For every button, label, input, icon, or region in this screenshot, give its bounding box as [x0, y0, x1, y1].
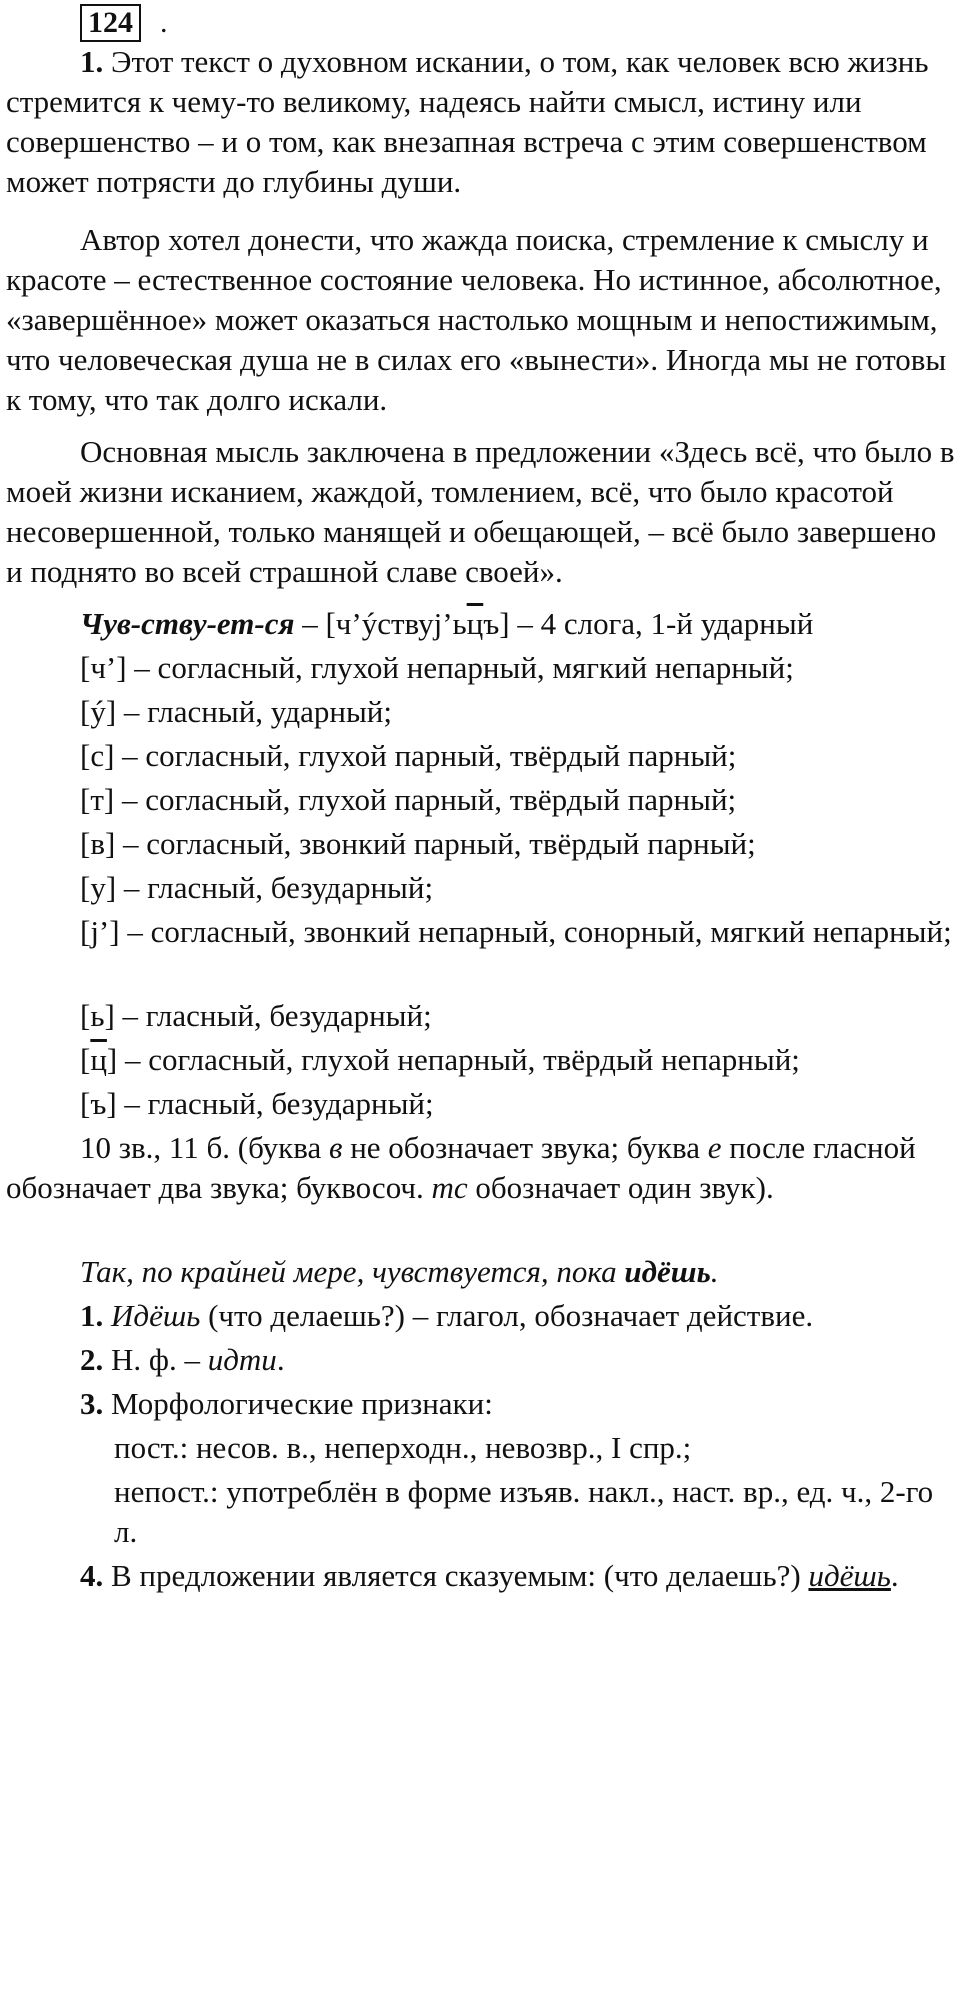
item-word: идёшь — [808, 1558, 891, 1593]
summary-text: обозначает один звук). — [467, 1170, 774, 1205]
task-number-box — [80, 4, 141, 42]
item-word: Идёшь — [111, 1298, 201, 1333]
item-number: 4. — [80, 1558, 104, 1593]
task-number: 124 — [88, 6, 133, 39]
summary-text: после гласной обозначает два звука; буквосоч. — [6, 1130, 916, 1205]
paragraph-2 — [6, 220, 956, 420]
phonetic-transcription — [6, 604, 956, 644]
sentence-key-word: идёшь — [624, 1254, 711, 1289]
transcription-mark: ц — [466, 606, 484, 641]
sound-description: ] – согласный, глухой непарный, твёрдый непарный; — [106, 1042, 800, 1077]
example-sentence — [6, 1252, 956, 1292]
summary-text: 10 зв., 11 б. (буква — [80, 1130, 329, 1165]
morph-constant-features: пост.: несов. в., неперходн., невозвр., I спр.; — [114, 1430, 692, 1465]
paragraph-text: Основная мысль заключена в предложении «Здесь всё, что было в моей жизни исканием, жаждой, томлением, всё, что было красотой несовершенной, только манящей и обещающей, – всё было завершено и поднято во всей страшной славе своей». — [6, 434, 955, 589]
sound-line: [с] – согласный, глухой парный, твёрдый парный; — [80, 738, 737, 773]
sound-line: [в] – согласный, звонкий парный, твёрдый парный; — [80, 826, 756, 861]
item-text: Морфологические признаки: — [103, 1386, 493, 1421]
bracket: [ — [80, 1042, 91, 1077]
morph-variable-features: непост.: употреблён в форме изъяв. накл., наст. вр., ед. ч., 2-го л. — [114, 1474, 934, 1549]
phonetic-summary — [6, 1128, 956, 1208]
sound-line: [j’] – согласный, звонкий непарный, сонорный, мягкий непарный; — [80, 914, 952, 949]
sound-line: [у] – гласный, безударный; — [80, 870, 434, 905]
sound-line: [ч’] – согласный, глухой непарный, мягкий непарный; — [80, 650, 794, 685]
item-text: Н. ф. – — [103, 1342, 208, 1377]
item-number: 1. — [80, 44, 104, 79]
sound-line: [ъ] – гласный, безударный; — [80, 1086, 434, 1121]
sound-line: [т] – согласный, глухой парный, твёрдый парный; — [80, 782, 737, 817]
morph-item-3 — [6, 1384, 956, 1424]
paragraph-text: Автор хотел донести, что жажда поиска, стремление к смыслу и красоте – естественное состояние человека. Но истинное, абсолютное, «завершённое» может оказаться настолько мощным и непостижимым, что человеческая душа не в силах его «вынести». Иногда мы не готовы к тому, что так долго искали. — [6, 222, 947, 417]
letter-example: тс — [431, 1170, 468, 1205]
item-number: 2. — [80, 1342, 104, 1377]
sentence-text: Так, по крайней мере, чувствуется, пока — [80, 1254, 625, 1289]
item-text: (что делаешь?) – глагол, обозначает действие. — [200, 1298, 814, 1333]
sound-mark: ц — [90, 1042, 107, 1077]
item-end: . — [276, 1342, 285, 1377]
paragraph-1 — [6, 42, 956, 202]
paragraph-3 — [6, 432, 956, 592]
paragraph-text: Этот текст о духовном искании, о том, как человек всю жизнь стремится к чему-то великому, надеясь найти смысл, истину или совершенство – и о том, как внезапная встреча с этим совершенством может потрясти до глубины души. — [6, 44, 929, 199]
letter-example: е — [707, 1130, 722, 1165]
sound-line: [ь] – гласный, безударный; — [80, 998, 432, 1033]
analysed-word: Чув-ству-ет-ся — [80, 606, 295, 641]
sound-line: [ý] – гласный, ударный; — [80, 694, 392, 729]
sound-line — [6, 1040, 956, 1080]
morph-item-2 — [6, 1340, 956, 1380]
transcription: – [ч’ýствуj’ь — [294, 606, 467, 641]
item-end: . — [890, 1558, 899, 1593]
sentence-end: . — [710, 1254, 719, 1289]
item-word: идти — [207, 1342, 277, 1377]
task-number-dot: . — [160, 6, 168, 39]
morph-item-1 — [6, 1296, 956, 1336]
summary-text: не обозначает звука; буква — [342, 1130, 708, 1165]
transcription-tail: ъ] – 4 слога, 1-й ударный — [483, 606, 814, 641]
item-number: 3. — [80, 1386, 104, 1421]
morph-item-4 — [6, 1556, 956, 1596]
letter-example: в — [328, 1130, 343, 1165]
item-text: В предложении является сказуемым: (что делаешь?) — [103, 1558, 801, 1593]
item-number: 1. — [80, 1298, 104, 1333]
